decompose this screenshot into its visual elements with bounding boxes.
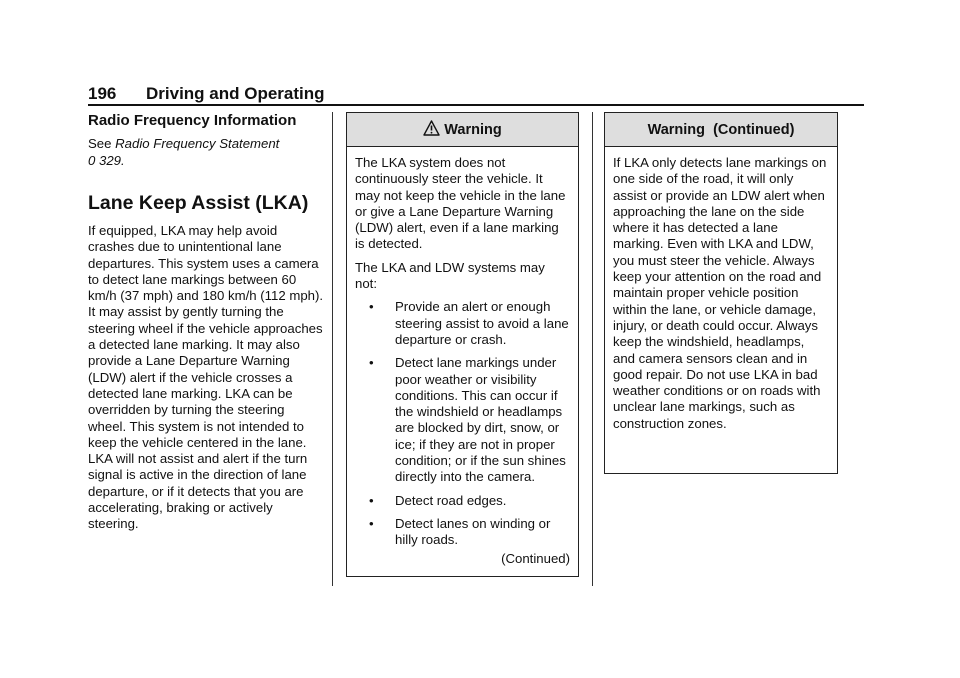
warning-header <box>347 113 578 147</box>
list-item <box>355 299 570 348</box>
bullet-dot: • <box>369 355 374 371</box>
see-reference-link[interactable]: Radio Frequency Statement <box>115 136 280 151</box>
bullet-dot: • <box>369 492 374 508</box>
warning-continued-box <box>604 112 838 474</box>
warning-body <box>347 147 578 567</box>
warning-continued-body <box>605 147 837 432</box>
column-divider-left <box>332 112 333 586</box>
page-number: 196 <box>88 84 117 103</box>
bullet-text: Detect road edges. <box>395 492 507 508</box>
warning-paragraph-1: The LKA system does not continuously steer the vehicle. It may not keep the vehicle in the lane or give a Lane Departure Warning (LDW) alert, even if a lane marking is detected. <box>355 155 566 252</box>
header-rule <box>88 104 864 106</box>
warning-continued-header <box>605 113 837 147</box>
see-prefix: See <box>88 136 112 151</box>
warning-continued-paragraph: If LKA only detects lane markings on one side of the road, it will only assist or provide an LDW alert when approaching the lane on the side where it has detected a lane marking. Even with LKA and LDW, you must steer the vehicle. Always keep your attention on the road and maintain proper vehicle position within the lane, or vehicle damage, injury, or death could occur. Always keep the windshield, headlamps, and camera sensors clean and in good repair. Do not use LKA in bad weather conditions or on roads with unclear lane markings, such as construction zones. <box>613 155 827 431</box>
list-item <box>355 516 570 549</box>
warning-paragraph-2: The LKA and LDW systems may not: <box>355 259 545 292</box>
warning-bullet-list <box>355 299 570 548</box>
bullet-dot: • <box>369 515 374 531</box>
lka-heading: Lane Keep Assist (LKA) <box>88 192 309 214</box>
bullet-text: Detect lane markings under poor weather or visibility conditions. This can occur if the windshield or headlamps are blocked by dirt, snow, or ice; if they are not in proper condition; or if the sun shines directly into the camera. <box>395 355 566 485</box>
bullet-text: Provide an alert or enough steering assist to avoid a lane departure or crash. <box>395 299 569 347</box>
warning-continued-title: Warning (Continued) <box>647 121 795 138</box>
bullet-text: Detect lanes on winding or hilly roads. <box>395 515 551 548</box>
see-reference <box>88 136 324 169</box>
radio-frequency-heading: Radio Frequency Information <box>88 112 297 129</box>
warning-title: Warning <box>444 121 502 138</box>
column-divider-right <box>592 112 593 586</box>
list-item <box>355 355 570 485</box>
list-item <box>355 493 570 509</box>
bullet-dot: • <box>369 299 374 315</box>
see-page-reference[interactable]: 0 329. <box>88 152 125 168</box>
lka-paragraph: If equipped, LKA may help avoid crashes due to unintentional lane departures. This system uses a camera to detect lane markings between 60 km/h (37 mph) and 180 km/h (112 mph). It may assist by gently turning the steering wheel if the vehicle approaches a detected lane marking. It may also provide a Lane Departure Warning (LDW) alert if the vehicle crosses a detected lane marking. LKA can be overridden by turning the steering wheel. This system is not intended to keep the vehicle centered in the lane. LKA will not assist and alert if the turn signal is active in the direction of lane departure, or if it detects that you are accelerating, braking or actively steering. <box>88 223 324 532</box>
chapter-title: Driving and Operating <box>146 84 325 103</box>
warning-box <box>346 112 579 577</box>
warning-triangle-icon <box>423 120 440 140</box>
left-column <box>88 112 324 533</box>
continued-label: (Continued) <box>501 550 570 566</box>
